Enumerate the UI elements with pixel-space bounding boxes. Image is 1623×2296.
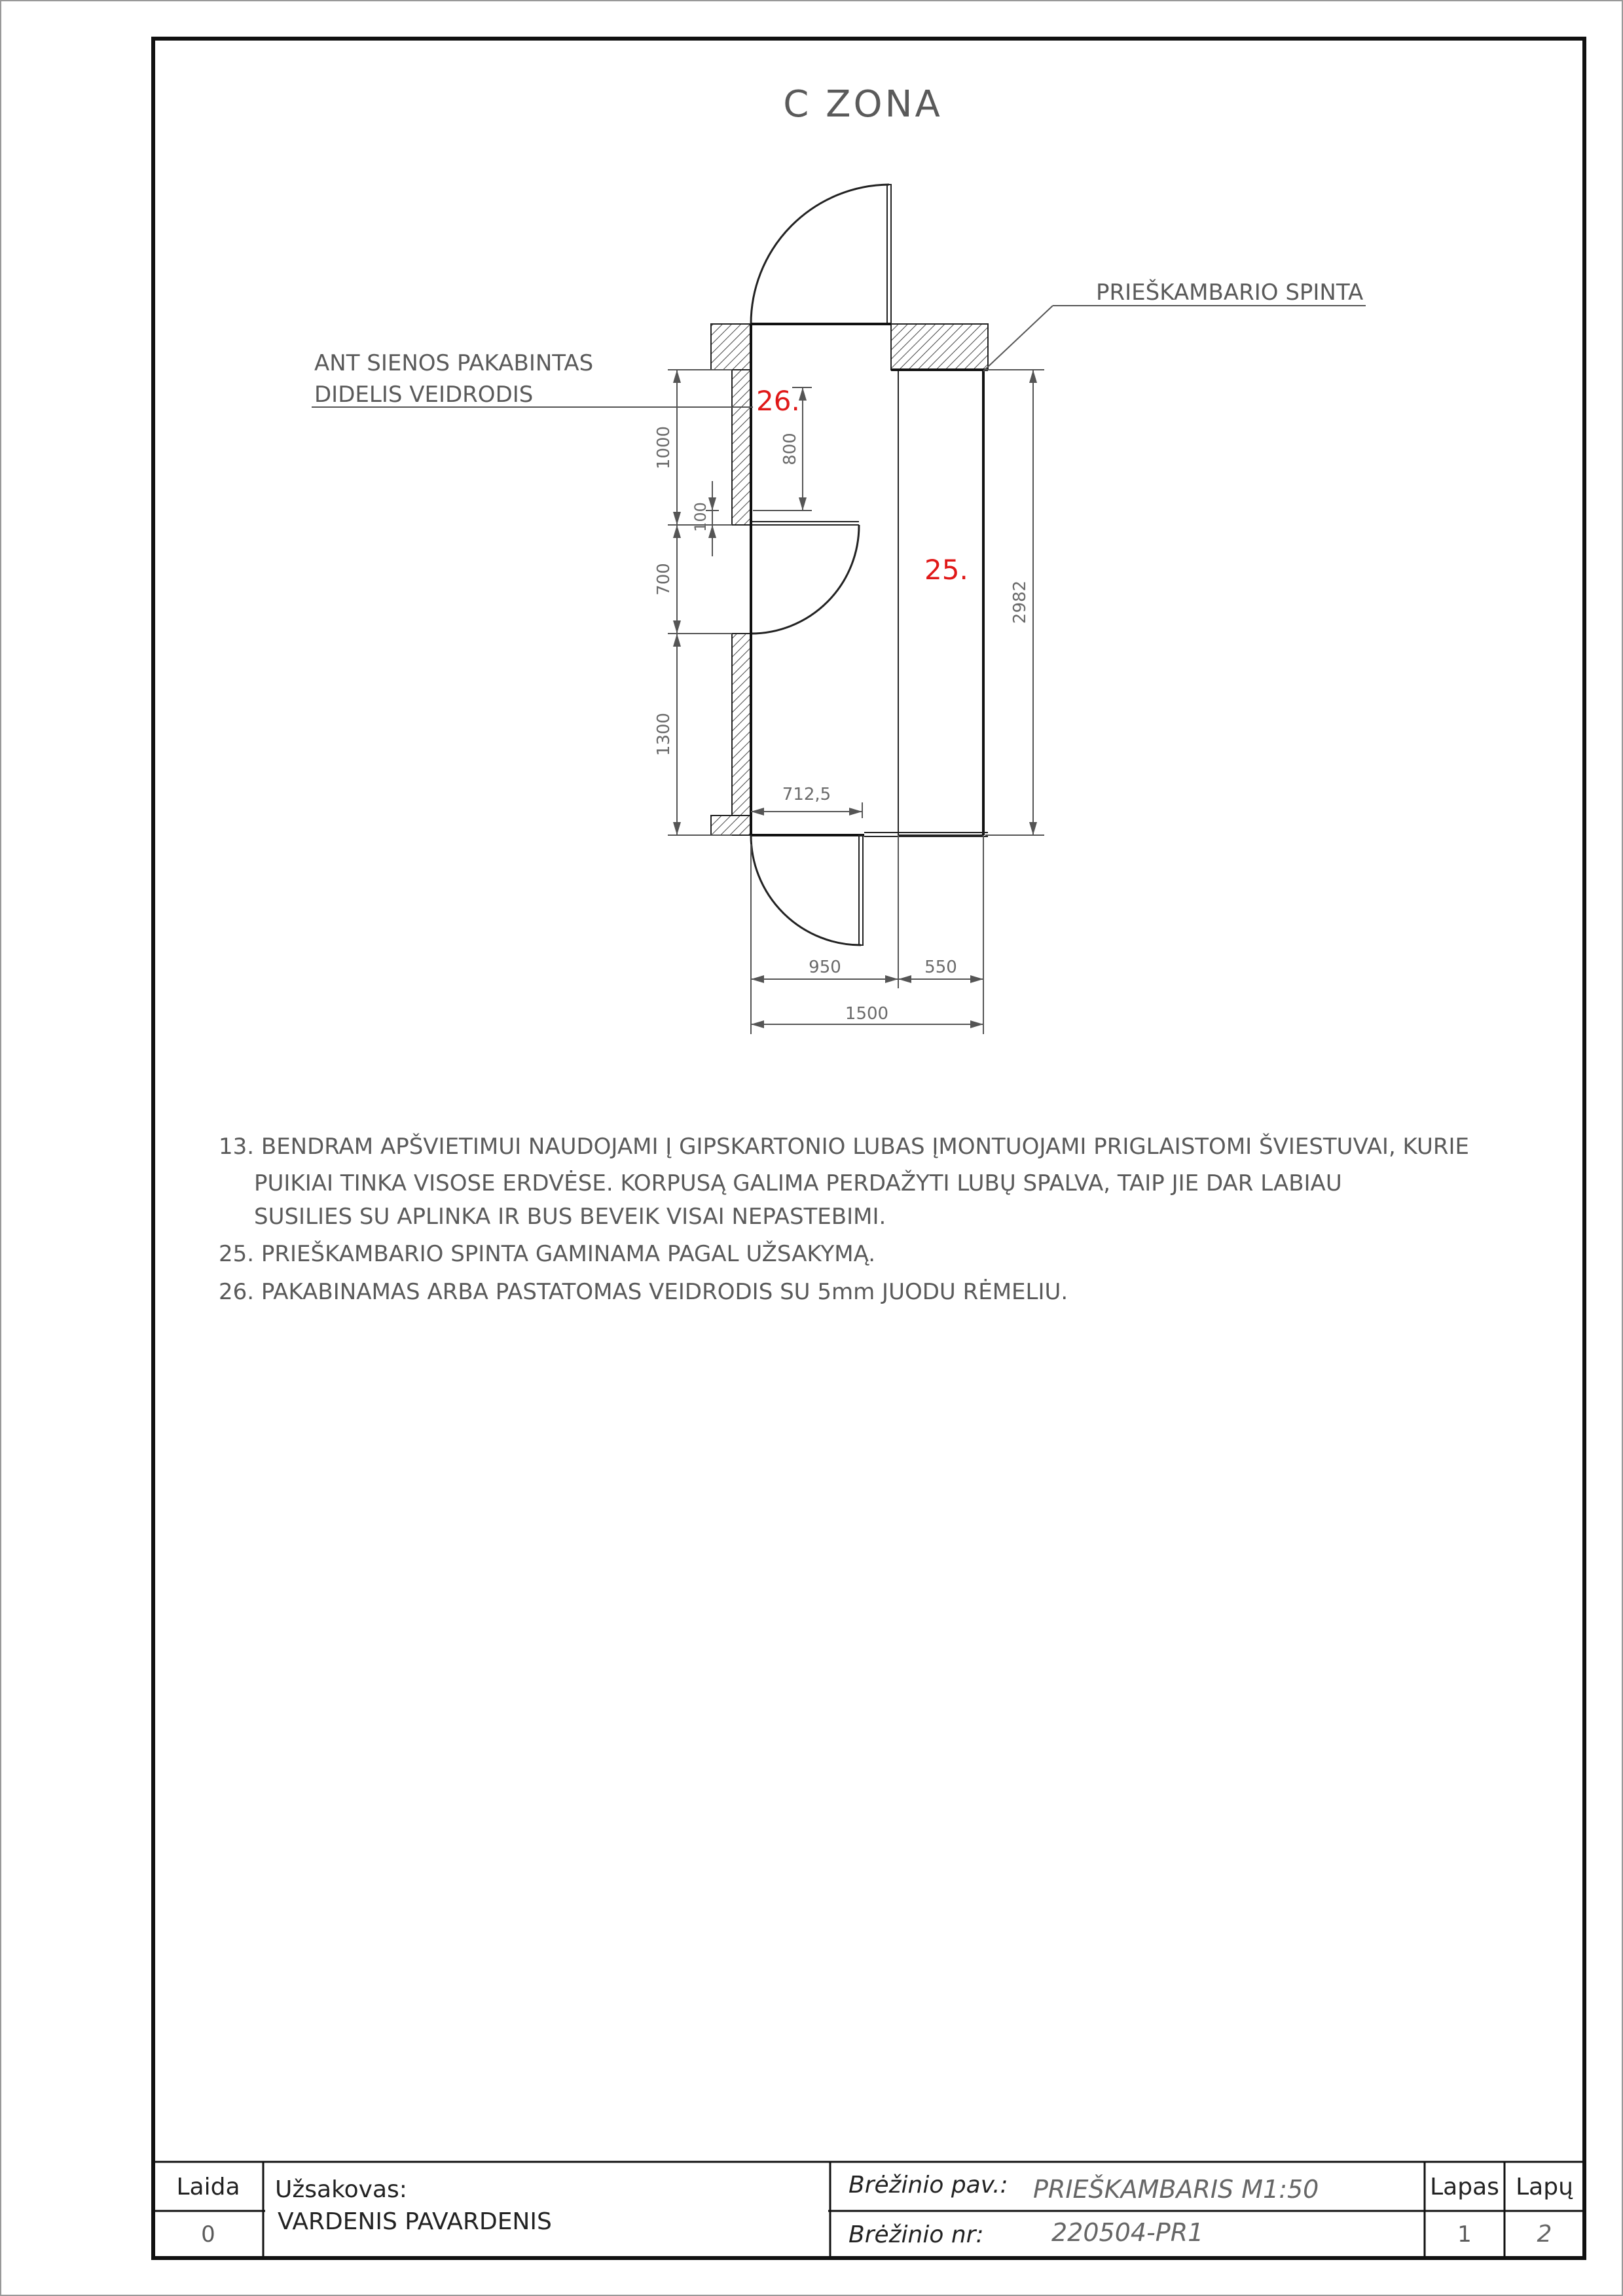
notes — [219, 1133, 1469, 1305]
mirror-callout-line1: ANT SIENOS PAKABINTAS — [314, 350, 594, 376]
dim-800: 800 — [780, 433, 800, 465]
laida-label: Laida — [176, 2174, 240, 2200]
wall-left-lower — [732, 634, 751, 816]
drawing-name-label: Brėžinio pav.: — [848, 2172, 1008, 2198]
dim-1500: 1500 — [845, 1004, 889, 1024]
wall-bottom-left — [711, 816, 751, 835]
dim-2982: 2982 — [1010, 580, 1030, 624]
note-26: 26. PAKABINAMAS ARBA PASTATOMAS VEIDRODIS SU 5mm JUODU RĖMELIU. — [219, 1279, 1068, 1305]
mirror-swing — [751, 525, 859, 634]
drawing-title: C ZONA — [783, 83, 943, 126]
note-13-line2: PUIKIAI TINKA VISOSE ERDVĖSE. KORPUSĄ GALIMA PERDAŽYTI LUBŲ SPALVA, TAIP JIE DAR LABIAU — [254, 1170, 1342, 1196]
dim-1300: 1300 — [654, 712, 674, 757]
mark-25: 25. — [924, 554, 968, 586]
sheets-label: Lapų — [1516, 2174, 1573, 2200]
client-label: Užsakovas: — [275, 2176, 407, 2203]
bottom-door-leaf — [859, 835, 863, 945]
dim-1000: 1000 — [654, 425, 674, 470]
wall-top-right — [891, 324, 988, 370]
laida-value: 0 — [201, 2221, 215, 2248]
closet-outline — [898, 370, 983, 835]
mark-26: 26. — [756, 385, 800, 417]
wall-left-upper — [732, 370, 751, 525]
title-block — [153, 2162, 1584, 2258]
note-13-line3: SUSILIES SU APLINKA IR BUS BEVEIK VISAI NEPASTEBIMI. — [254, 1204, 886, 1230]
drawing-no-value: 220504-PR1 — [1051, 2218, 1204, 2247]
closet-callout: PRIEŠKAMBARIO SPINTA — [1096, 279, 1364, 306]
sheet-label: Lapas — [1430, 2174, 1499, 2200]
sheet-value: 1 — [1457, 2221, 1472, 2248]
client-value: VARDENIS PAVARDENIS — [278, 2208, 552, 2235]
dim-712-5: 712,5 — [782, 785, 831, 804]
wall-top-left — [711, 324, 751, 370]
bottom-door-swing — [751, 835, 861, 945]
mirror-callout-line2: DIDELIS VEIDRODIS — [314, 382, 534, 408]
note-13-line1: 13. BENDRAM APŠVIETIMUI NAUDOJAMI Į GIPSKARTONIO LUBAS ĮMONTUOJAMI PRIGLAISTOMI ŠVIESTUVAI, KURIE — [219, 1134, 1469, 1160]
sheets-value: 2 — [1537, 2221, 1552, 2248]
dim-100: 100 — [691, 502, 710, 532]
dim-950: 950 — [809, 958, 841, 977]
note-25: 25. PRIEŠKAMBARIO SPINTA GAMINAMA PAGAL UŽSAKYMĄ. — [219, 1241, 876, 1267]
drawing-name-value: PRIEŠKAMBARIS M1:50 — [1033, 2175, 1319, 2204]
dim-700: 700 — [654, 563, 674, 596]
top-door-leaf — [887, 185, 891, 324]
top-door-swing — [751, 185, 889, 324]
floor-plan — [312, 185, 1366, 1034]
drawing-no-label: Brėžinio nr: — [848, 2221, 984, 2248]
dim-550: 550 — [924, 958, 957, 977]
